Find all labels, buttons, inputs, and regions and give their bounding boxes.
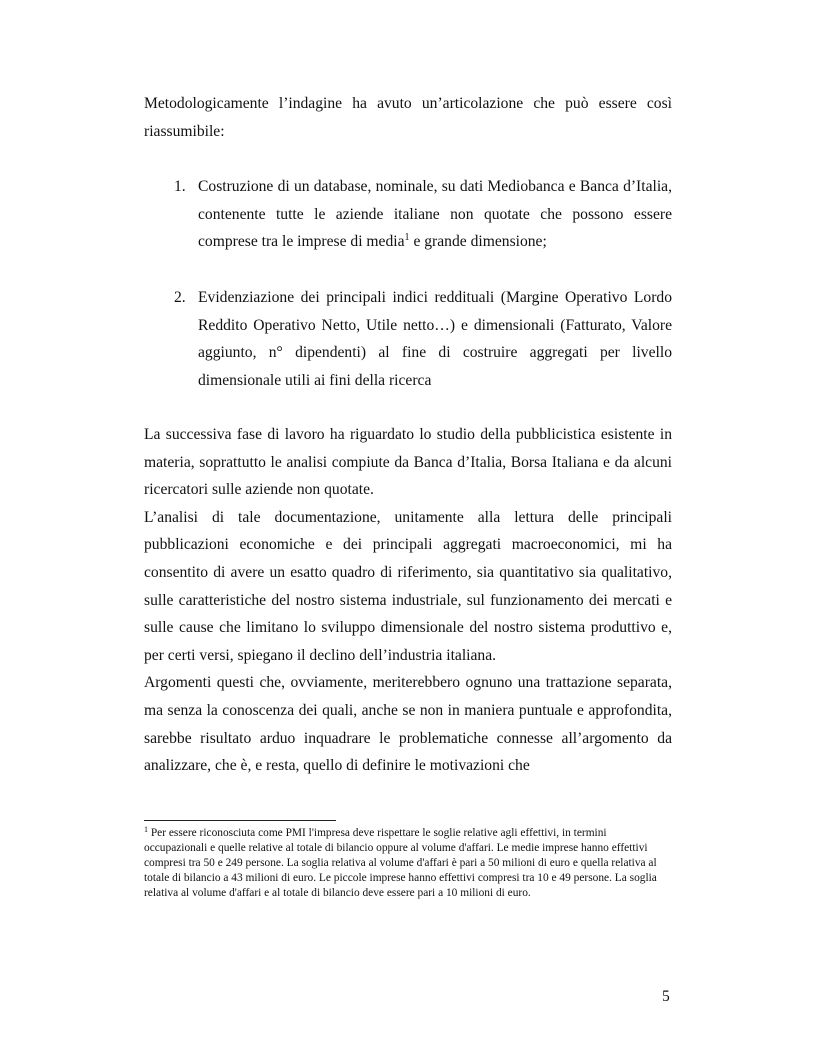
method-list-2 bbox=[144, 284, 672, 394]
list-item-text-before: Costruzione di un database, nominale, su dati Mediobanca e Banca d’Italia, contenente tutte le aziende italiane non quotate che possono essere comprese tra le imprese di media bbox=[198, 178, 672, 251]
page-number: 5 bbox=[662, 988, 670, 1005]
list-number: 2. bbox=[174, 289, 186, 306]
body-paragraph: Argomenti questi che, ovviamente, meriterebbero ognuno una trattazione separata, ma senza la conoscenza dei quali, anche se non in maniera puntuale e approfondita, sarebbe risultato arduo inquadrare le problematiche connesse all’argomento da analizzare, che è, e resta, quello di definire le motivazioni che bbox=[144, 674, 672, 775]
body-text bbox=[144, 421, 672, 780]
list-item bbox=[144, 173, 672, 256]
list-item-text-after: e grande dimensione; bbox=[409, 233, 547, 251]
intro-paragraph: Metodologicamente l’indagine ha avuto un’articolazione che può essere così riassumibile: bbox=[144, 95, 672, 140]
list-number: 1. bbox=[174, 178, 186, 195]
footnote bbox=[144, 826, 672, 901]
footnote-divider bbox=[144, 820, 336, 821]
list-item-text: Evidenziazione dei principali indici reddituali (Margine Operativo Lordo Reddito Operativo Netto, Utile netto…) e dimensionali (Fatturato, Valore aggiunto, n° dipendenti) al fine di costruire aggregati per livello dimensionale utili ai fini della ricerca bbox=[198, 289, 672, 389]
footnote-text: Per essere riconosciuta come PMI l'impresa deve rispettare le soglie relative agli effettivi, in termini occupazionali e quelle relative al totale di bilancio oppure al volume d'affari. Le medie imprese hanno effettivi compresi tra 50 e 249 persone. La soglia relativa al volume d'affari è pari a 50 milioni di euro e quella relativa al totale di bilancio a 43 milioni di euro. Le piccole imprese hanno effettivi compresi tra 10 e 49 persone. La soglia relativa al volume d'affari e al totale di bilancio deve essere pari a 10 milioni di euro. bbox=[144, 827, 657, 899]
body-paragraph: L’analisi di tale documentazione, unitamente alla lettura delle principali pubblicazioni economiche e dei principali aggregati macroeconomici, mi ha consentito di avere un esatto quadro di riferimento, sia quantitativo sia qualitativo, sulle caratteristiche del nostro sistema industriale, sul funzionamento dei mercati e sulle cause che limitano lo sviluppo dimensionale del nostro sistema produttivo e, per certi versi, spiegano il declino dell’industria italiana. bbox=[144, 508, 672, 664]
method-list-1 bbox=[144, 173, 672, 256]
body-paragraph: La successiva fase di lavoro ha riguardato lo studio della pubblicistica esistente in materia, soprattutto le analisi compiute da Banca d’Italia, Borsa Italiana e da alcuni ricercatori sulle aziende non quotate. bbox=[144, 426, 672, 499]
list-item bbox=[144, 284, 672, 394]
footnote-reference[interactable]: 1 bbox=[404, 232, 410, 244]
footnote-marker: 1 bbox=[144, 825, 148, 834]
